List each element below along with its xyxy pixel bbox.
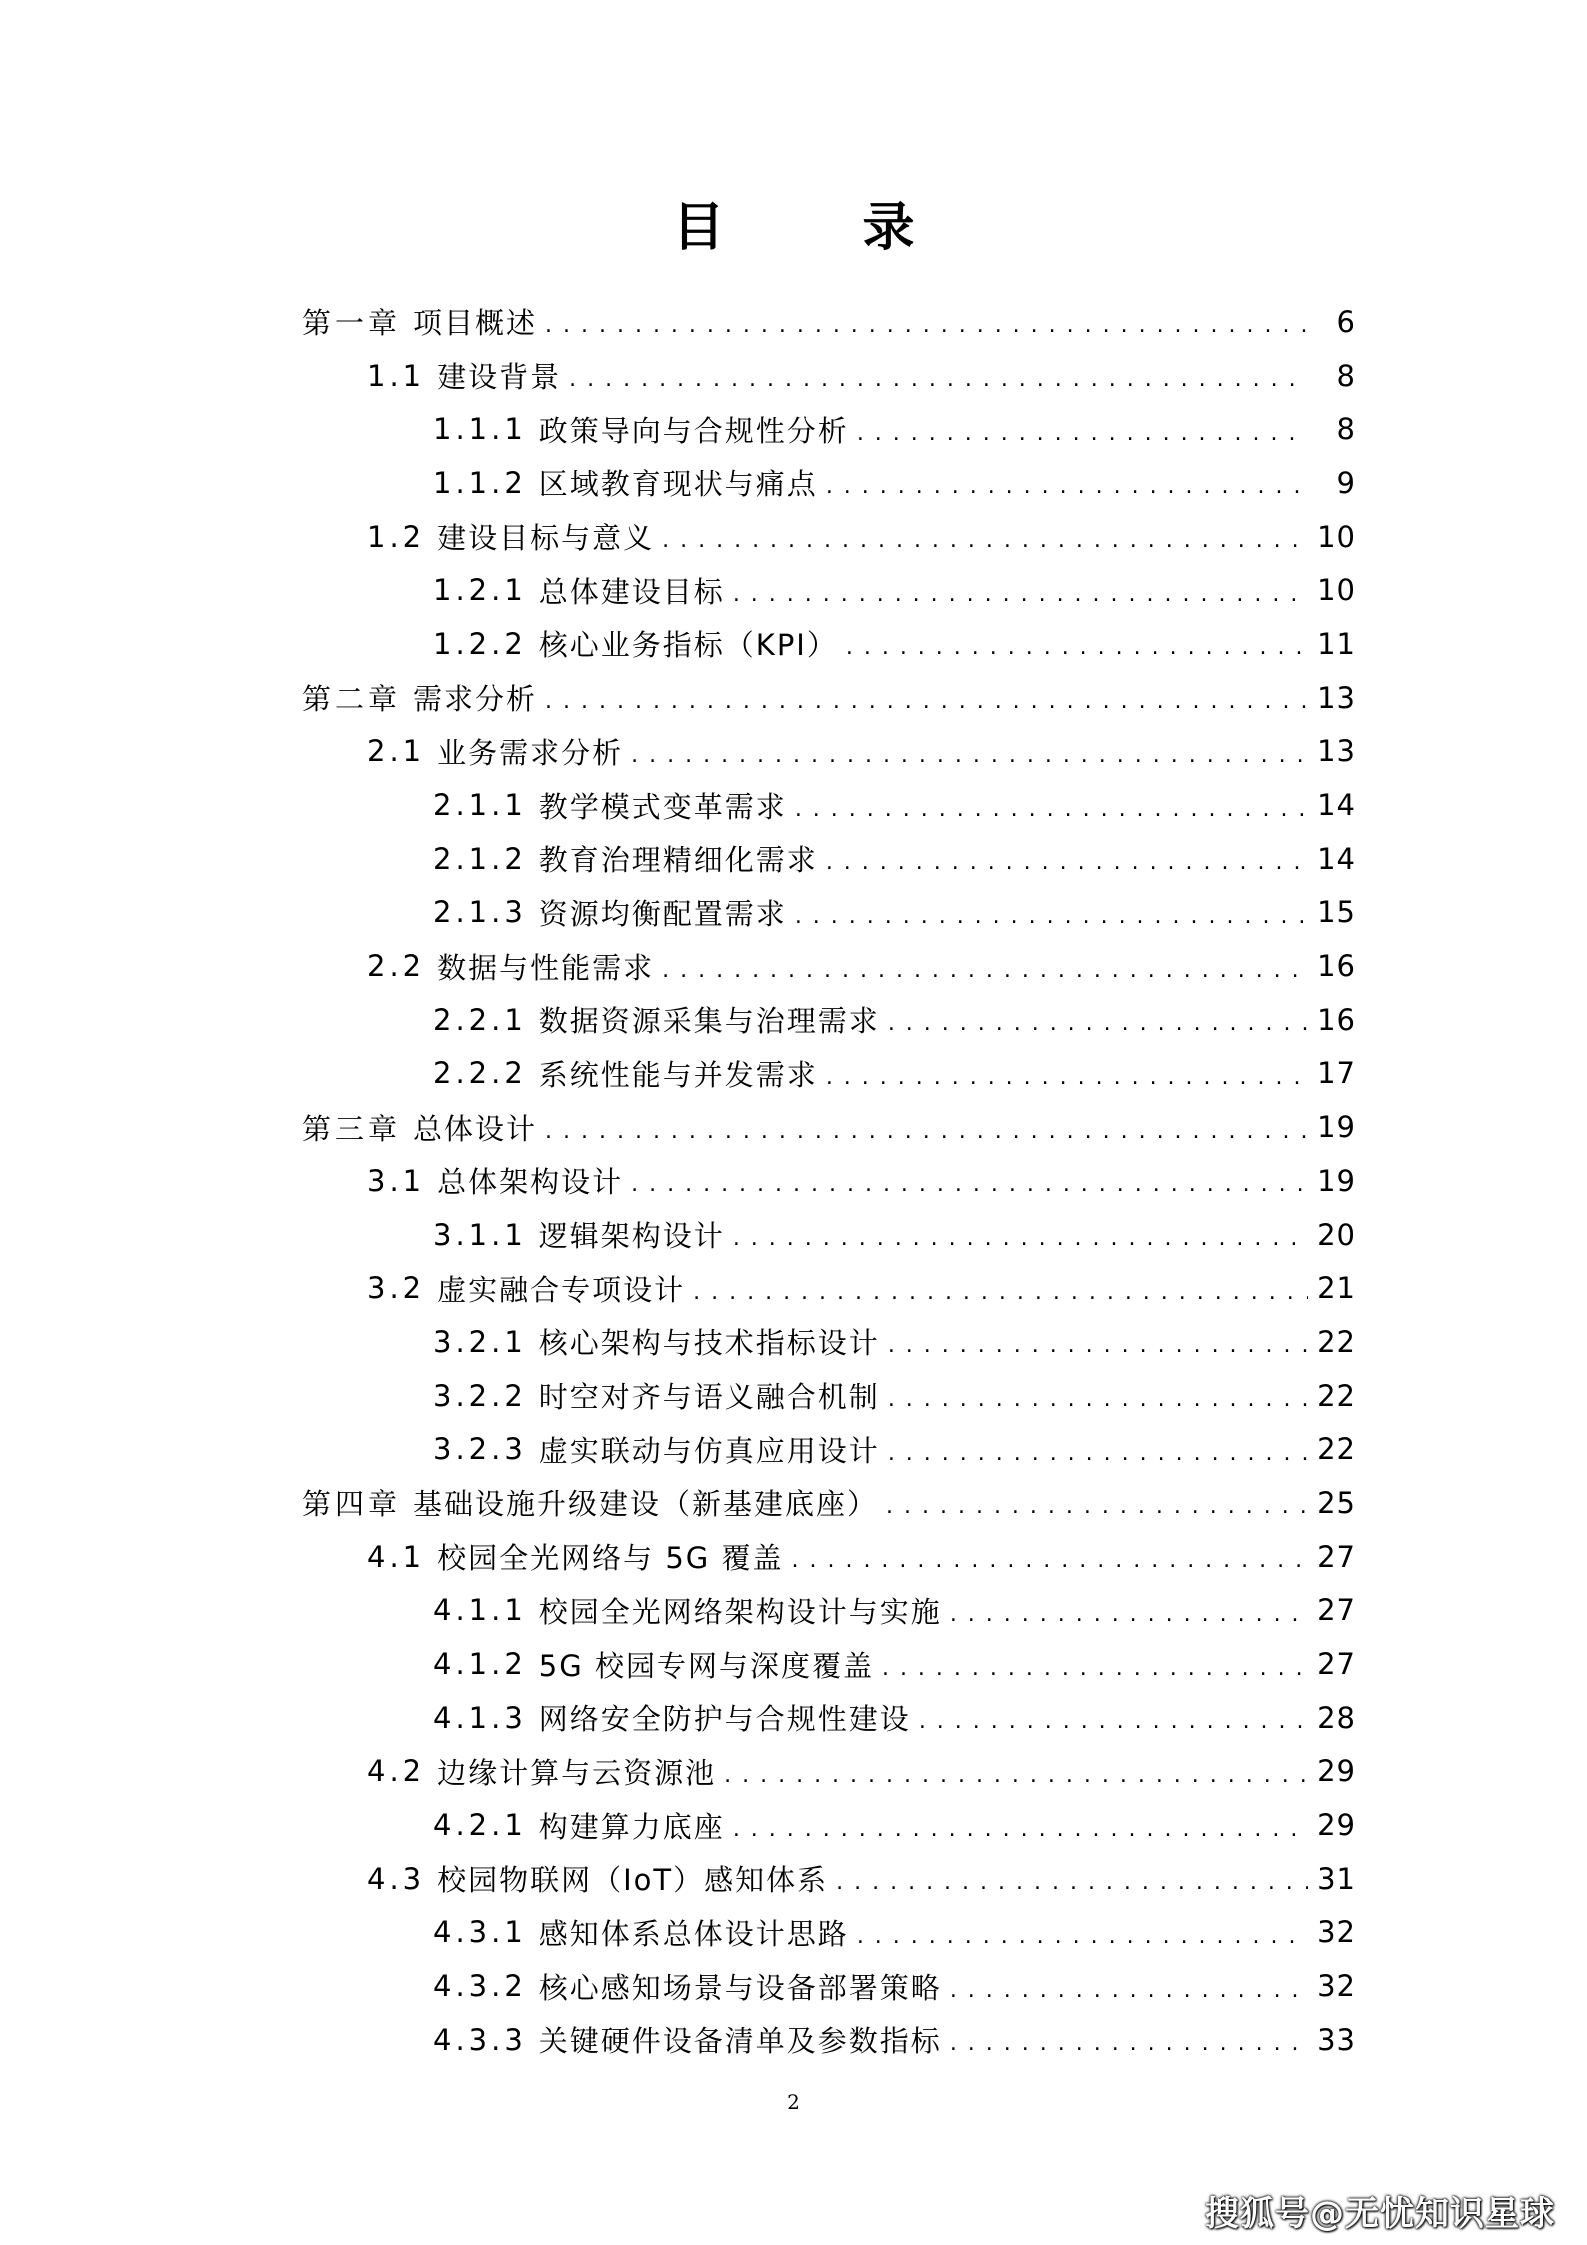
toc-entry-page: 27 bbox=[1317, 1647, 1356, 1682]
toc-entry[interactable] bbox=[302, 671, 1356, 725]
toc-leader-dots bbox=[631, 735, 1308, 768]
toc-entry-title: 业务需求分析 bbox=[437, 735, 624, 770]
toc-entry-title: 感知体系总体设计思路 bbox=[538, 1916, 849, 1951]
toc-entry-number: 3.2.1 bbox=[433, 1324, 527, 1359]
toc-entry-number: 4.3 bbox=[367, 1861, 426, 1896]
toc-leader-dots bbox=[733, 574, 1308, 607]
toc-entry-page: 6 bbox=[1336, 304, 1356, 339]
toc-entry-title: 政策导向与合规性分析 bbox=[538, 413, 849, 448]
toc-leader-dots bbox=[826, 1057, 1308, 1090]
toc-entry-page: 8 bbox=[1336, 358, 1356, 393]
toc-entry-title: 校园全光网络架构设计与实施 bbox=[538, 1594, 942, 1629]
toc-entry-number: 4.3.1 bbox=[433, 1915, 527, 1950]
toc-entry-title: 教学模式变革需求 bbox=[538, 789, 787, 824]
toc-entry-title: 时空对齐与语义融合机制 bbox=[538, 1380, 880, 1415]
toc-entry[interactable] bbox=[302, 1798, 1356, 1852]
toc-entry-page: 10 bbox=[1317, 519, 1356, 554]
toc-entry-page: 17 bbox=[1317, 1056, 1356, 1091]
toc-entry[interactable] bbox=[302, 1691, 1356, 1745]
toc-leader-dots bbox=[950, 1970, 1308, 2003]
toc-entry-title: 核心架构与技术指标设计 bbox=[538, 1326, 880, 1361]
toc-entry-number: 4.3.3 bbox=[433, 2022, 527, 2057]
toc-entry-page: 9 bbox=[1336, 465, 1356, 500]
toc-entry-title: 数据与性能需求 bbox=[437, 950, 655, 985]
table-of-contents bbox=[302, 295, 1356, 2067]
toc-leader-dots bbox=[888, 1379, 1308, 1412]
toc-leader-dots bbox=[882, 1648, 1308, 1681]
toc-leader-dots bbox=[545, 305, 1308, 338]
toc-entry-number: 1.1.2 bbox=[433, 465, 527, 500]
toc-leader-dots bbox=[888, 1003, 1308, 1036]
toc-entry-title: 逻辑架构设计 bbox=[538, 1219, 725, 1254]
toc-entry-title: 虚实融合专项设计 bbox=[437, 1272, 686, 1307]
toc-entry-page: 13 bbox=[1317, 680, 1356, 715]
toc-entry-title: 系统性能与并发需求 bbox=[538, 1057, 818, 1092]
toc-entry-number: 第二章 bbox=[302, 682, 402, 717]
toc-entry[interactable] bbox=[302, 1852, 1356, 1906]
page-title: 目 录 bbox=[672, 198, 975, 258]
toc-entry-number: 2.2 bbox=[367, 949, 426, 984]
toc-entry-number: 第三章 bbox=[302, 1111, 402, 1146]
toc-leader-dots bbox=[662, 950, 1308, 983]
toc-entry-title: 构建算力底座 bbox=[538, 1809, 725, 1844]
toc-entry-page: 13 bbox=[1317, 734, 1356, 769]
toc-entry[interactable] bbox=[302, 349, 1356, 403]
toc-entry-number: 4.1.3 bbox=[433, 1700, 527, 1735]
toc-entry-page: 21 bbox=[1317, 1271, 1356, 1306]
toc-entry-page: 11 bbox=[1317, 626, 1356, 661]
toc-entry-page: 19 bbox=[1317, 1163, 1356, 1198]
toc-leader-dots bbox=[545, 681, 1308, 714]
toc-entry[interactable] bbox=[302, 563, 1356, 617]
toc-entry-number: 3.2.2 bbox=[433, 1378, 527, 1413]
toc-entry-page: 8 bbox=[1336, 412, 1356, 447]
toc-entry-page: 22 bbox=[1317, 1324, 1356, 1359]
toc-leader-dots bbox=[886, 1486, 1308, 1519]
toc-entry[interactable] bbox=[302, 510, 1356, 564]
toc-entry-page: 33 bbox=[1317, 2022, 1356, 2057]
toc-entry[interactable] bbox=[302, 1476, 1356, 1530]
toc-entry[interactable] bbox=[302, 617, 1356, 671]
toc-leader-dots bbox=[733, 1809, 1308, 1842]
toc-entry-number: 3.1.1 bbox=[433, 1217, 527, 1252]
toc-leader-dots bbox=[733, 1218, 1308, 1251]
toc-entry[interactable] bbox=[302, 1637, 1356, 1691]
toc-entry-number: 4.1.1 bbox=[433, 1593, 527, 1628]
toc-entry-title: 数据资源采集与治理需求 bbox=[538, 1004, 880, 1039]
toc-entry-title: 核心感知场景与设备部署策略 bbox=[538, 1970, 942, 2005]
toc-entry[interactable] bbox=[302, 295, 1356, 349]
toc-entry-number: 3.1 bbox=[367, 1163, 426, 1198]
toc-entry-number: 2.2.1 bbox=[433, 1002, 527, 1037]
toc-entry-title: 需求分析 bbox=[413, 682, 538, 717]
toc-leader-dots bbox=[826, 466, 1308, 499]
toc-entry[interactable] bbox=[302, 1906, 1356, 1960]
toc-entry-number: 2.1.2 bbox=[433, 841, 527, 876]
toc-entry-title: 项目概述 bbox=[413, 306, 538, 341]
toc-entry-title: 校园物联网（IoT）感知体系 bbox=[437, 1863, 829, 1898]
toc-entry-page: 22 bbox=[1317, 1432, 1356, 1467]
toc-entry[interactable] bbox=[302, 1100, 1356, 1154]
toc-entry-number: 2.1.1 bbox=[433, 788, 527, 823]
toc-leader-dots bbox=[836, 1862, 1308, 1895]
toc-entry-number: 1.2.1 bbox=[433, 573, 527, 608]
toc-entry-title: 校园全光网络与 5G 覆盖 bbox=[437, 1541, 784, 1576]
toc-entry[interactable] bbox=[302, 1208, 1356, 1262]
toc-entry[interactable] bbox=[302, 1422, 1356, 1476]
toc-leader-dots bbox=[724, 1755, 1308, 1788]
toc-entry-number: 4.2 bbox=[367, 1754, 426, 1789]
toc-entry-title: 关键硬件设备清单及参数指标 bbox=[538, 2024, 942, 2059]
toc-leader-dots bbox=[950, 2023, 1308, 2056]
toc-entry-title: 基础设施升级建设（新基建底座） bbox=[413, 1487, 879, 1522]
toc-entry[interactable] bbox=[302, 886, 1356, 940]
toc-entry-title: 网络安全防护与合规性建设 bbox=[538, 1702, 911, 1737]
toc-entry-number: 2.1 bbox=[367, 734, 426, 769]
toc-entry[interactable] bbox=[302, 832, 1356, 886]
toc-entry-page: 19 bbox=[1317, 1110, 1356, 1145]
toc-entry-page: 15 bbox=[1317, 895, 1356, 930]
toc-entry-number: 4.3.2 bbox=[433, 1969, 527, 2004]
toc-entry-page: 28 bbox=[1317, 1700, 1356, 1735]
toc-leader-dots bbox=[569, 359, 1308, 392]
toc-entry-page: 10 bbox=[1317, 573, 1356, 608]
toc-entry-title: 建设背景 bbox=[437, 360, 562, 395]
toc-entry[interactable] bbox=[302, 1530, 1356, 1584]
toc-entry-number: 3.2 bbox=[367, 1271, 426, 1306]
toc-leader-dots bbox=[792, 1540, 1309, 1573]
toc-leader-dots bbox=[888, 1325, 1308, 1358]
toc-leader-dots bbox=[950, 1594, 1308, 1627]
toc-entry-title: 总体设计 bbox=[413, 1111, 538, 1146]
toc-entry-number: 1.2 bbox=[367, 519, 426, 554]
toc-entry-title: 边缘计算与云资源池 bbox=[437, 1755, 717, 1790]
toc-entry[interactable] bbox=[302, 778, 1356, 832]
toc-entry-page: 20 bbox=[1317, 1217, 1356, 1252]
toc-entry[interactable] bbox=[302, 456, 1356, 510]
toc-entry-page: 16 bbox=[1317, 949, 1356, 984]
toc-leader-dots bbox=[795, 789, 1308, 822]
toc-leader-dots bbox=[631, 1164, 1308, 1197]
toc-entry-number: 1.1 bbox=[367, 358, 426, 393]
toc-entry[interactable] bbox=[302, 402, 1356, 456]
toc-entry-title: 总体建设目标 bbox=[538, 574, 725, 609]
toc-entry-number: 1.2.2 bbox=[433, 626, 527, 661]
toc-entry-page: 31 bbox=[1317, 1861, 1356, 1896]
toc-leader-dots bbox=[919, 1701, 1308, 1734]
toc-entry-page: 14 bbox=[1317, 841, 1356, 876]
toc-entry[interactable] bbox=[302, 725, 1356, 779]
toc-entry[interactable] bbox=[302, 1261, 1356, 1315]
toc-entry-number: 2.1.3 bbox=[433, 895, 527, 930]
toc-entry[interactable] bbox=[302, 993, 1356, 1047]
toc-entry-page: 32 bbox=[1317, 1969, 1356, 2004]
toc-entry[interactable] bbox=[302, 1315, 1356, 1369]
page-number: 2 bbox=[787, 2090, 800, 2114]
toc-leader-dots bbox=[888, 1433, 1308, 1466]
toc-entry-title: 建设目标与意义 bbox=[437, 521, 655, 556]
toc-entry-page: 29 bbox=[1317, 1754, 1356, 1789]
toc-leader-dots bbox=[662, 520, 1308, 553]
toc-entry-page: 14 bbox=[1317, 788, 1356, 823]
watermark: 搜狐号@无忧知识星球 bbox=[1205, 2194, 1555, 2234]
toc-entry[interactable] bbox=[302, 1745, 1356, 1799]
toc-leader-dots bbox=[795, 896, 1308, 929]
toc-entry-title: 虚实联动与仿真应用设计 bbox=[538, 1433, 880, 1468]
toc-entry-page: 16 bbox=[1317, 1002, 1356, 1037]
toc-entry-page: 22 bbox=[1317, 1378, 1356, 1413]
toc-entry-title: 区域教育现状与痛点 bbox=[538, 467, 818, 502]
toc-entry-number: 第四章 bbox=[302, 1487, 402, 1522]
toc-entry[interactable] bbox=[302, 1959, 1356, 2013]
toc-entry[interactable] bbox=[302, 1047, 1356, 1101]
toc-entry-page: 25 bbox=[1317, 1485, 1356, 1520]
toc-entry-page: 27 bbox=[1317, 1593, 1356, 1628]
toc-entry-title: 总体架构设计 bbox=[437, 1165, 624, 1200]
toc-leader-dots bbox=[826, 842, 1308, 875]
toc-leader-dots bbox=[545, 1111, 1308, 1144]
toc-leader-dots bbox=[693, 1272, 1308, 1305]
toc-leader-dots bbox=[857, 1916, 1308, 1949]
toc-leader-dots bbox=[846, 627, 1308, 660]
toc-entry-page: 27 bbox=[1317, 1539, 1356, 1574]
toc-leader-dots bbox=[857, 413, 1308, 446]
toc-entry[interactable] bbox=[302, 939, 1356, 993]
toc-entry-title: 5G 校园专网与深度覆盖 bbox=[538, 1648, 874, 1683]
toc-entry-number: 4.1.2 bbox=[433, 1647, 527, 1682]
toc-entry-number: 1.1.1 bbox=[433, 412, 527, 447]
toc-entry-page: 32 bbox=[1317, 1915, 1356, 1950]
toc-entry-number: 4.1 bbox=[367, 1539, 426, 1574]
toc-entry-title: 教育治理精细化需求 bbox=[538, 843, 818, 878]
toc-entry-page: 29 bbox=[1317, 1808, 1356, 1843]
toc-entry[interactable] bbox=[302, 1154, 1356, 1208]
toc-entry-number: 2.2.2 bbox=[433, 1056, 527, 1091]
toc-entry[interactable] bbox=[302, 2013, 1356, 2067]
toc-entry-number: 3.2.3 bbox=[433, 1432, 527, 1467]
toc-entry[interactable] bbox=[302, 1369, 1356, 1423]
toc-entry-number: 4.2.1 bbox=[433, 1808, 527, 1843]
toc-entry[interactable] bbox=[302, 1584, 1356, 1638]
toc-entry-title: 核心业务指标（KPI） bbox=[538, 628, 838, 663]
toc-entry-number: 第一章 bbox=[302, 306, 402, 341]
toc-entry-title: 资源均衡配置需求 bbox=[538, 896, 787, 931]
